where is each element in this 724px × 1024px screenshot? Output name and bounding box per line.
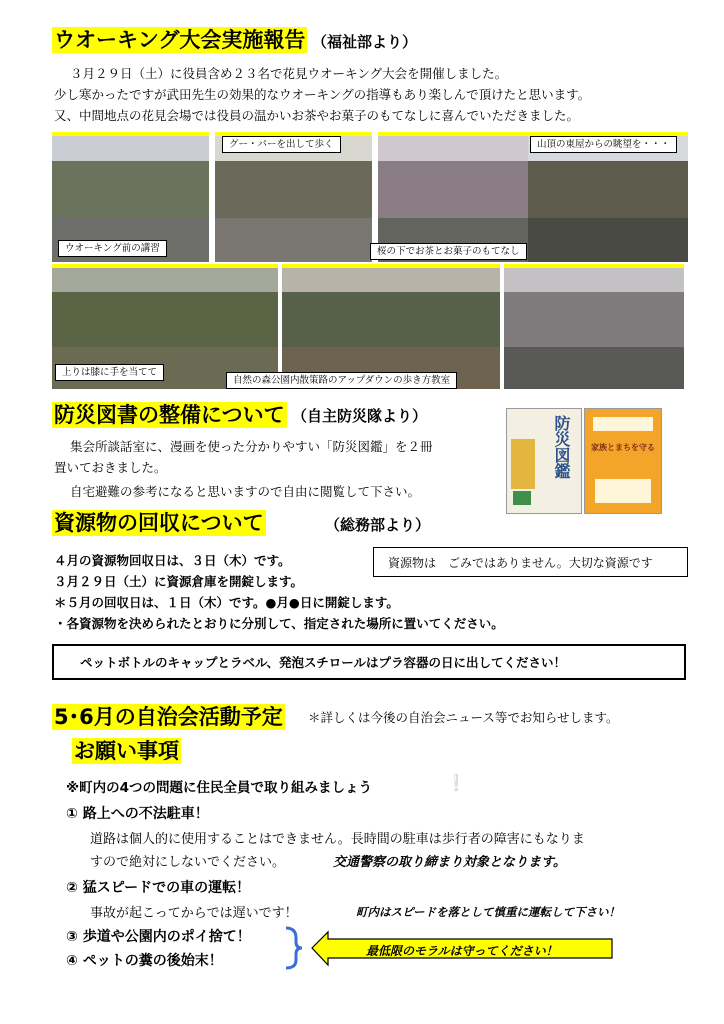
schedule-note: ＊詳しくは今後の自治会ニュース等でお知らせします。	[308, 710, 619, 725]
moral-text: 最低限のモラルは守ってください！	[366, 944, 558, 958]
request-item-2-body: 事故が起こってからでは遅いです！	[90, 906, 298, 921]
recycle-notice: 資源物は ごみではありません。大切な資源です	[388, 556, 653, 570]
request-title: お願い事項	[74, 739, 179, 763]
recycle-line-2: ３月２９日（土）に資源倉庫を開錠します。	[54, 574, 304, 589]
request-item-1-emphasis: 交通警察の取り締まり対象となります。	[333, 855, 566, 870]
book-cover-back	[584, 408, 662, 514]
photo-forest-path	[282, 264, 500, 389]
request-item-2: ② 猛スピードでの車の運転！	[66, 880, 251, 896]
caption-tea: 桜の下でお茶とお菓子のもてなし	[370, 243, 527, 260]
request-item-1-body-2: すので絶対にしないでください。	[90, 855, 286, 870]
caption-summit: 山頂の東屋からの眺望を・・・	[530, 136, 677, 153]
brace-icon	[286, 928, 302, 968]
disaster-line-1: 集会所談話室に、漫画を使った分かりやすい「防災図鑑」を２冊	[70, 439, 433, 454]
caption-uphill: 上りは膝に手を当てて	[55, 364, 164, 381]
request-item-2-emphasis: 町内はスピードを落として慎重に運転して下さい！	[356, 905, 621, 919]
recycle-callout: ペットボトルのキャップとラベル、発泡スチロールはプラ容器の日に出してください！	[80, 655, 567, 670]
request-item-1-body-1: 道路は個人的に使用することはできません。長時間の駐車は歩行者の障害にもなりま	[90, 832, 585, 847]
recycle-title: 資源物の回収について	[54, 511, 264, 535]
schedule-title: 5･6月の自治会活動予定	[54, 705, 283, 729]
recycle-dept: （総務部より）	[325, 516, 431, 534]
recycle-callout-box	[52, 644, 686, 680]
caption-gu-pa: グー・パーを出して歩く	[222, 136, 341, 153]
request-item-1: ① 路上への不法駐車！	[66, 806, 209, 822]
disaster-title: 防災図書の整備について	[54, 403, 285, 427]
walking-line-2: 少し寒かったですが武田先生の効果的なウオーキングの指導もあり楽しんで頂けたと思います。	[54, 87, 591, 102]
walking-line-3: 又、中間地点の花見会場では役員の温かいお茶やお菓子のもてなしに喜んでいただきました。	[54, 108, 580, 123]
walking-line-1: ３月２９日（土）に役員含め２３名で花見ウオーキング大会を開催しました。	[70, 66, 508, 81]
walking-title: ウオーキング大会実施報告	[54, 28, 306, 52]
request-item-4: ④ ペットの糞の後始末！	[66, 953, 223, 969]
book-back-title: 家族とまちを守る	[591, 443, 655, 452]
recycle-line-1: ４月の資源物回収日は、３日（木）です。	[54, 553, 291, 568]
caption-forest-path: 自然の森公園内散策路のアップダウンの歩き方教室	[226, 372, 457, 389]
recycle-line-4: ・各資源物を決められたとおりに分別して、指定された場所に置いてください。	[54, 616, 504, 631]
caption-lecture: ウオーキング前の講習	[58, 240, 167, 257]
request-item-3: ③ 歩道や公園内のポイ捨て！	[66, 929, 251, 945]
book-front-title: 防災図鑑	[552, 415, 571, 479]
disaster-dept: （自主防災隊より）	[292, 407, 428, 425]
photo-park-walk	[504, 264, 684, 389]
disaster-line-3: 自宅避難の参考になると思いますので自由に閲覧して下さい。	[70, 484, 421, 499]
book-cover-front	[506, 408, 582, 514]
recycle-notice-box	[373, 547, 688, 577]
request-intro: ※町内の4つの問題に住民全員で取り組みましょう	[66, 780, 373, 796]
exclamation-icon: ❕	[446, 773, 466, 792]
disaster-line-2: 置いておきました。	[54, 460, 167, 475]
walking-dept: （福祉部より）	[312, 33, 418, 51]
recycle-line-3: ＊５月の回収日は、１日（木）です。●月●日に開錠します。	[54, 595, 399, 610]
